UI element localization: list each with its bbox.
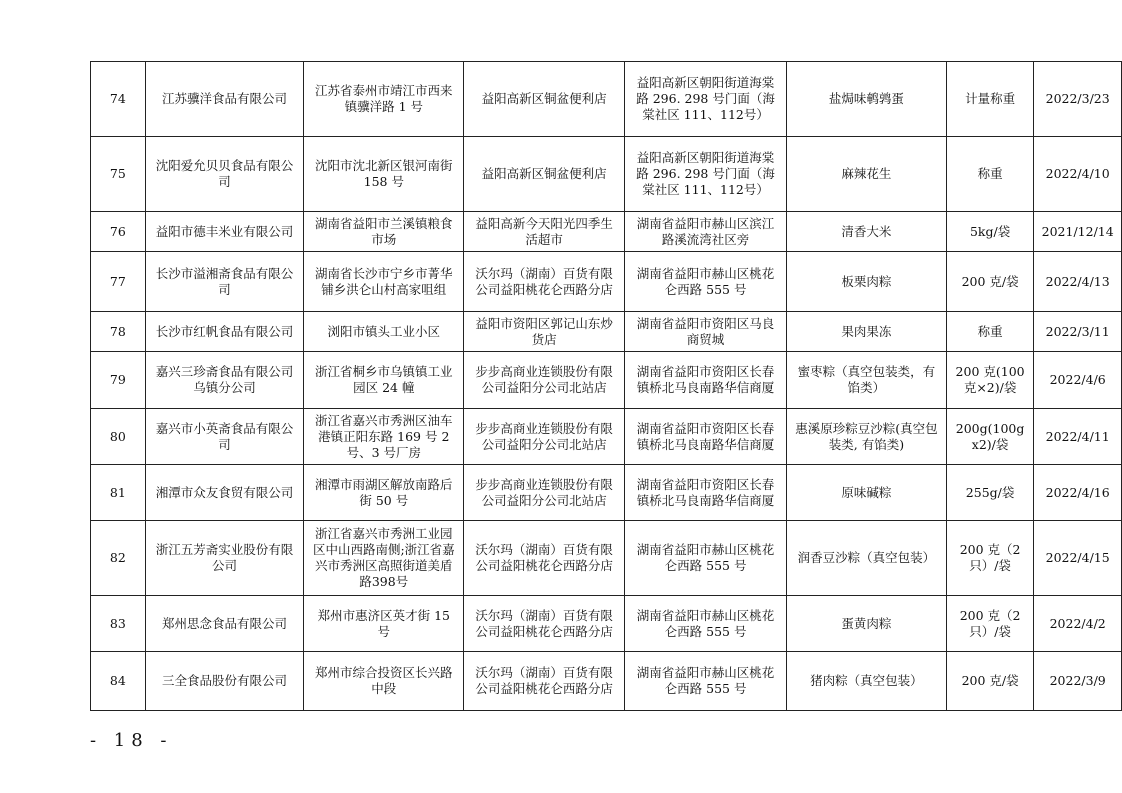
cell-producer: 江苏骥洋食品有限公司: [145, 62, 304, 137]
cell-producer: 三全食品股份有限公司: [145, 652, 304, 711]
table-row: [91, 465, 1122, 521]
cell-date: 2022/3/9: [1034, 652, 1122, 711]
cell-product: 猪肉粽（真空包装）: [787, 652, 947, 711]
cell-producer: 浙江五芳斋实业股份有限公司: [145, 521, 304, 596]
cell-seller-address: 湖南省益阳市赫山区桃花仑西路 555 号: [625, 652, 787, 711]
cell-no: 79: [91, 352, 146, 409]
table-body: [91, 62, 1122, 711]
cell-product: 果肉果冻: [787, 312, 947, 352]
cell-product: 原味碱粽: [787, 465, 947, 521]
cell-seller-address: 湖南省益阳市赫山区滨江路溪流湾社区旁: [625, 212, 787, 252]
cell-producer-address: 江苏省泰州市靖江市西来镇骥洋路 1 号: [304, 62, 464, 137]
cell-producer: 长沙市红帆食品有限公司: [145, 312, 304, 352]
cell-date: 2021/12/14: [1034, 212, 1122, 252]
cell-seller: 益阳高新区铜盆便利店: [464, 62, 625, 137]
cell-product: 蜜枣粽（真空包装类，有馅类）: [787, 352, 947, 409]
cell-seller: 沃尔玛（湖南）百货有限公司益阳桃花仑西路分店: [464, 652, 625, 711]
cell-date: 2022/3/23: [1034, 62, 1122, 137]
cell-no: 80: [91, 409, 146, 465]
cell-product: 清香大米: [787, 212, 947, 252]
cell-seller-address: 湖南省益阳市资阳区长春镇桥北马良南路华信商厦: [625, 352, 787, 409]
cell-date: 2022/4/15: [1034, 521, 1122, 596]
cell-spec: 计量称重: [946, 62, 1034, 137]
table-row: [91, 652, 1122, 711]
cell-date: 2022/4/11: [1034, 409, 1122, 465]
cell-producer-address: 湖南省长沙市宁乡市菁华铺乡洪仑山村高家咀组: [304, 252, 464, 312]
cell-spec: 称重: [946, 312, 1034, 352]
cell-producer-address: 郑州市综合投资区长兴路中段: [304, 652, 464, 711]
cell-seller: 益阳高新区铜盆便利店: [464, 137, 625, 212]
cell-no: 74: [91, 62, 146, 137]
cell-spec: 200 克/袋: [946, 252, 1034, 312]
table-row: [91, 409, 1122, 465]
cell-product: 盐焗味鹌鹑蛋: [787, 62, 947, 137]
cell-producer: 郑州思念食品有限公司: [145, 596, 304, 652]
table-row: [91, 596, 1122, 652]
cell-product: 板栗肉粽: [787, 252, 947, 312]
inspection-table: [90, 61, 1122, 711]
cell-seller-address: 益阳高新区朝阳街道海棠路 296. 298 号门面（海棠社区 111、112号）: [625, 62, 787, 137]
cell-seller: 沃尔玛（湖南）百货有限公司益阳桃花仑西路分店: [464, 596, 625, 652]
cell-producer-address: 浙江省嘉兴市秀洲区油车港镇正阳东路 169 号 2 号、3 号厂房: [304, 409, 464, 465]
cell-seller-address: 湖南省益阳市赫山区桃花仑西路 555 号: [625, 521, 787, 596]
cell-seller: 益阳高新今天阳光四季生活超市: [464, 212, 625, 252]
cell-date: 2022/4/2: [1034, 596, 1122, 652]
cell-producer: 沈阳爱允贝贝食品有限公司: [145, 137, 304, 212]
cell-producer: 长沙市溢湘斋食品有限公司: [145, 252, 304, 312]
cell-producer: 湘潭市众友食贸有限公司: [145, 465, 304, 521]
cell-no: 76: [91, 212, 146, 252]
cell-no: 83: [91, 596, 146, 652]
cell-spec: 200 克(100 克×2)/袋: [946, 352, 1034, 409]
cell-seller-address: 湖南省益阳市资阳区长春镇桥北马良南路华信商厦: [625, 465, 787, 521]
cell-producer-address: 浙江省嘉兴市秀洲工业园区中山西路南侧;浙江省嘉兴市秀洲区高照街道美盾路398号: [304, 521, 464, 596]
cell-no: 82: [91, 521, 146, 596]
table-row: [91, 252, 1122, 312]
cell-seller-address: 湖南省益阳市资阳区马良商贸城: [625, 312, 787, 352]
cell-seller-address: 益阳高新区朝阳街道海棠路 296. 298 号门面（海棠社区 111、112号）: [625, 137, 787, 212]
cell-producer: 嘉兴三珍斋食品有限公司乌镇分公司: [145, 352, 304, 409]
cell-seller-address: 湖南省益阳市赫山区桃花仑西路 555 号: [625, 252, 787, 312]
cell-spec: 5kg/袋: [946, 212, 1034, 252]
cell-seller-address: 湖南省益阳市资阳区长春镇桥北马良南路华信商厦: [625, 409, 787, 465]
cell-spec: 200g(100g x2)/袋: [946, 409, 1034, 465]
cell-producer: 嘉兴市小英斋食品有限公司: [145, 409, 304, 465]
table-row: [91, 352, 1122, 409]
page-number: - 18 -: [90, 730, 173, 751]
cell-producer-address: 湘潭市雨湖区解放南路后街 50 号: [304, 465, 464, 521]
cell-seller: 沃尔玛（湖南）百货有限公司益阳桃花仑西路分店: [464, 252, 625, 312]
cell-spec: 称重: [946, 137, 1034, 212]
cell-product: 润香豆沙粽（真空包装）: [787, 521, 947, 596]
cell-spec: 200 克/袋: [946, 652, 1034, 711]
table-row: [91, 312, 1122, 352]
cell-no: 84: [91, 652, 146, 711]
cell-producer: 益阳市德丰米业有限公司: [145, 212, 304, 252]
cell-seller: 步步高商业连锁股份有限公司益阳分公司北站店: [464, 465, 625, 521]
cell-seller-address: 湖南省益阳市赫山区桃花仑西路 555 号: [625, 596, 787, 652]
cell-producer-address: 浙江省桐乡市乌镇镇工业园区 24 幢: [304, 352, 464, 409]
cell-seller: 步步高商业连锁股份有限公司益阳分公司北站店: [464, 352, 625, 409]
cell-producer-address: 湖南省益阳市兰溪镇粮食市场: [304, 212, 464, 252]
cell-spec: 200 克（2只）/袋: [946, 596, 1034, 652]
cell-no: 81: [91, 465, 146, 521]
cell-date: 2022/4/6: [1034, 352, 1122, 409]
cell-no: 77: [91, 252, 146, 312]
cell-producer-address: 郑州市惠济区英才街 15 号: [304, 596, 464, 652]
cell-producer-address: 浏阳市镇头工业小区: [304, 312, 464, 352]
table-row: [91, 62, 1122, 137]
table-row: [91, 212, 1122, 252]
cell-seller: 益阳市资阳区郭记山东炒货店: [464, 312, 625, 352]
cell-product: 蛋黄肉粽: [787, 596, 947, 652]
cell-no: 78: [91, 312, 146, 352]
cell-product: 麻辣花生: [787, 137, 947, 212]
cell-date: 2022/4/10: [1034, 137, 1122, 212]
cell-spec: 200 克（2只）/袋: [946, 521, 1034, 596]
cell-date: 2022/3/11: [1034, 312, 1122, 352]
cell-no: 75: [91, 137, 146, 212]
table-row: [91, 521, 1122, 596]
cell-date: 2022/4/16: [1034, 465, 1122, 521]
table-row: [91, 137, 1122, 212]
cell-product: 惠溪原珍粽豆沙粽(真空包装类, 有馅类): [787, 409, 947, 465]
cell-spec: 255g/袋: [946, 465, 1034, 521]
cell-producer-address: 沈阳市沈北新区银河南街 158 号: [304, 137, 464, 212]
cell-seller: 沃尔玛（湖南）百货有限公司益阳桃花仑西路分店: [464, 521, 625, 596]
cell-seller: 步步高商业连锁股份有限公司益阳分公司北站店: [464, 409, 625, 465]
cell-date: 2022/4/13: [1034, 252, 1122, 312]
